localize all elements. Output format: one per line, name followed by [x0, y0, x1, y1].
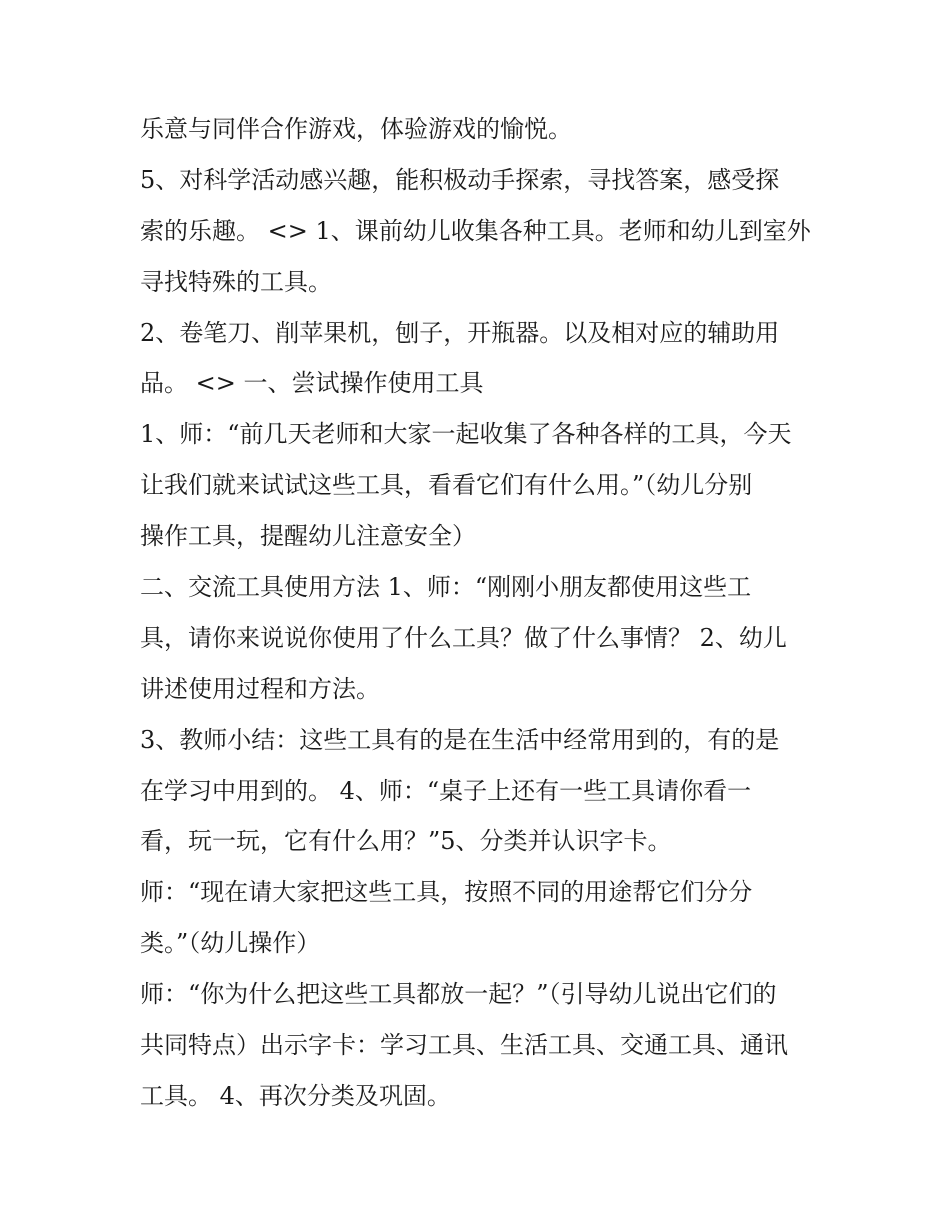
text-line: 索的乐趣。 <> 1、课前幼儿收集各种工具。老师和幼儿到室外	[140, 216, 811, 245]
text-line: 类。”（幼儿操作）	[140, 929, 321, 958]
text-line: 让我们就来试试这些工具，看看它们有什么用。”（幼儿分别	[140, 471, 753, 500]
text-line: 看，玩一玩，它有什么用？”5、分类并认识字卡。	[140, 827, 672, 856]
text-line: 操作工具，提醒幼儿注意安全）	[140, 522, 476, 551]
text-line: 品。 <> 一、尝试操作使用工具	[140, 369, 484, 398]
text-line: 师：“现在请大家把这些工具，按照不同的用途帮它们分分	[140, 878, 753, 907]
text-line: 在学习中用到的。 4、师：“桌子上还有一些工具请你看一	[140, 776, 752, 805]
text-line: 寻找特殊的工具。	[140, 267, 332, 296]
text-line: 3、教师小结：这些工具有的是在生活中经常用到的，有的是	[140, 725, 780, 754]
text-line: 工具。 4、再次分类及巩固。	[140, 1081, 451, 1110]
text-line: 共同特点）出示字卡：学习工具、生活工具、交通工具、通讯	[140, 1031, 788, 1060]
text-line: 二、交流工具使用方法 1、师：“刚刚小朋友都使用这些工	[140, 573, 752, 602]
text-line: 具，请你来说说你使用了什么工具？做了什么事情？ 2、幼儿	[140, 623, 787, 652]
text-line: 乐意与同伴合作游戏，体验游戏的愉悦。	[140, 115, 572, 143]
body-text	[140, 104, 830, 1122]
text-line: 2、卷笔刀、削苹果机，刨子，开瓶器。以及相对应的辅助用	[140, 318, 780, 347]
text-line: 5、对科学活动感兴趣，能积极动手探索，寻找答案，感受探	[140, 165, 780, 194]
text-line: 师：“你为什么把这些工具都放一起？”（引导幼儿说出它们的	[140, 980, 777, 1009]
text-line: 讲述使用过程和方法。	[140, 674, 380, 703]
text-line: 1、师：“前几天老师和大家一起收集了各种各样的工具，今天	[140, 420, 792, 449]
